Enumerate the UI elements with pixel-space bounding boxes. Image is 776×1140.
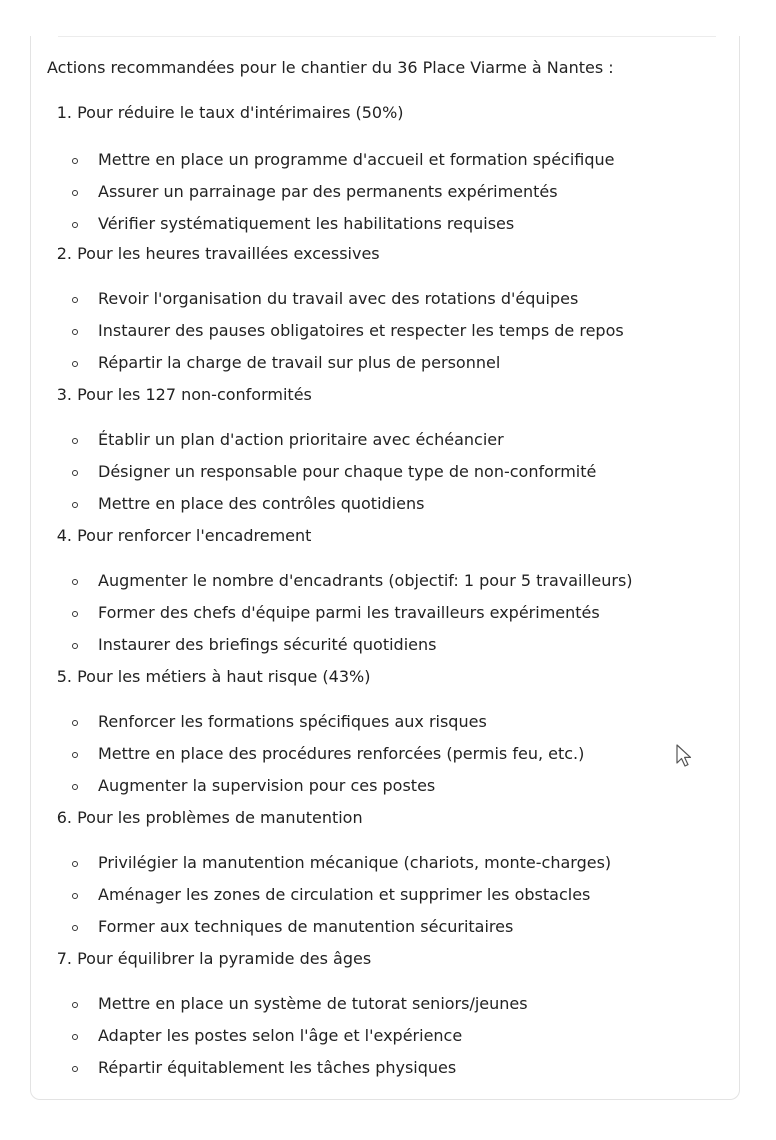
list-item-text: Former des chefs d'équipe parmi les travailleurs expérimentés [98,603,600,622]
section-heading: Pour renforcer l'encadrement [77,526,312,545]
list-item [0,993,776,1017]
list-item [0,461,776,485]
bullet-icon [72,297,78,303]
mouse-pointer-icon [676,744,694,770]
section-heading: Pour les métiers à haut risque (43%) [77,667,371,686]
section-number: 7. [56,949,72,968]
bullet-icon [72,222,78,228]
list-item [0,288,776,312]
list-item-text: Renforcer les formations spécifiques aux risques [98,712,487,731]
bullet-icon [72,643,78,649]
section-title [47,102,404,124]
section-title [47,807,363,829]
list-item-text: Adapter les postes selon l'âge et l'expérience [98,1026,463,1045]
list-item [0,775,776,799]
list-item [0,493,776,517]
bullet-icon [72,438,78,444]
list-item [0,711,776,735]
list-item [0,743,776,767]
divider [58,36,716,37]
list-item [0,181,776,205]
list-item-text: Instaurer des briefings sécurité quotidiens [98,635,437,654]
section-title [47,948,371,970]
list-item-text: Mettre en place des procédures renforcées (permis feu, etc.) [98,744,585,763]
section-title [47,525,311,547]
section-number: 1. [56,103,72,122]
section-title [47,384,312,406]
list-item [0,570,776,594]
list-item [0,916,776,940]
list-item-text: Assurer un parrainage par des permanents expérimentés [98,182,558,201]
section-number: 5. [56,667,72,686]
section-heading: Pour les heures travaillées excessives [77,244,380,263]
bullet-icon [72,329,78,335]
list-item-text: Établir un plan d'action prioritaire avec échéancier [98,430,504,449]
section-heading: Pour les problèmes de manutention [77,808,363,827]
list-item [0,884,776,908]
list-item-text: Désigner un responsable pour chaque type de non-conformité [98,462,597,481]
list-item [0,1025,776,1049]
list-item-text: Mettre en place des contrôles quotidiens [98,494,425,513]
section-title [47,666,370,688]
bullet-icon [72,1066,78,1072]
bullet-icon [72,861,78,867]
intro-text: Actions recommandées pour le chantier du 36 Place Viarme à Nantes : [47,58,614,77]
bullet-icon [72,925,78,931]
list-item-text: Instaurer des pauses obligatoires et respecter les temps de repos [98,321,624,340]
list-item-text: Répartir la charge de travail sur plus de personnel [98,353,501,372]
section-number: 3. [56,385,72,404]
bullet-icon [72,784,78,790]
list-item-text: Mettre en place un programme d'accueil et formation spécifique [98,150,615,169]
list-item-text: Aménager les zones de circulation et supprimer les obstacles [98,885,591,904]
list-item [0,634,776,658]
section-heading: Pour les 127 non-conformités [77,385,312,404]
list-item-text: Revoir l'organisation du travail avec des rotations d'équipes [98,289,579,308]
section-number: 2. [56,244,72,263]
list-item-text: Vérifier systématiquement les habilitations requises [98,214,515,233]
list-item-text: Augmenter la supervision pour ces postes [98,776,436,795]
list-item [0,352,776,376]
list-item [0,213,776,237]
section-number: 6. [56,808,72,827]
list-item-text: Former aux techniques de manutention sécuritaires [98,917,514,936]
bullet-icon [72,893,78,899]
list-item-text: Mettre en place un système de tutorat seniors/jeunes [98,994,528,1013]
bullet-icon [72,1034,78,1040]
list-item-text: Répartir équitablement les tâches physiques [98,1058,457,1077]
bullet-icon [72,470,78,476]
list-item-text: Augmenter le nombre d'encadrants (objectif: 1 pour 5 travailleurs) [98,571,633,590]
bullet-icon [72,158,78,164]
section-heading: Pour réduire le taux d'intérimaires (50%) [77,103,404,122]
bullet-icon [72,720,78,726]
list-item [0,852,776,876]
bullet-icon [72,361,78,367]
bullet-icon [72,752,78,758]
bullet-icon [72,579,78,585]
section-heading: Pour équilibrer la pyramide des âges [77,949,372,968]
list-item [0,320,776,344]
list-item [0,429,776,453]
section-number: 4. [56,526,72,545]
list-item [0,1057,776,1081]
bullet-icon [72,1002,78,1008]
bullet-icon [72,190,78,196]
section-title [47,243,380,265]
list-item [0,602,776,626]
bullet-icon [72,502,78,508]
list-item [0,149,776,173]
list-item-text: Privilégier la manutention mécanique (chariots, monte-charges) [98,853,612,872]
bullet-icon [72,611,78,617]
